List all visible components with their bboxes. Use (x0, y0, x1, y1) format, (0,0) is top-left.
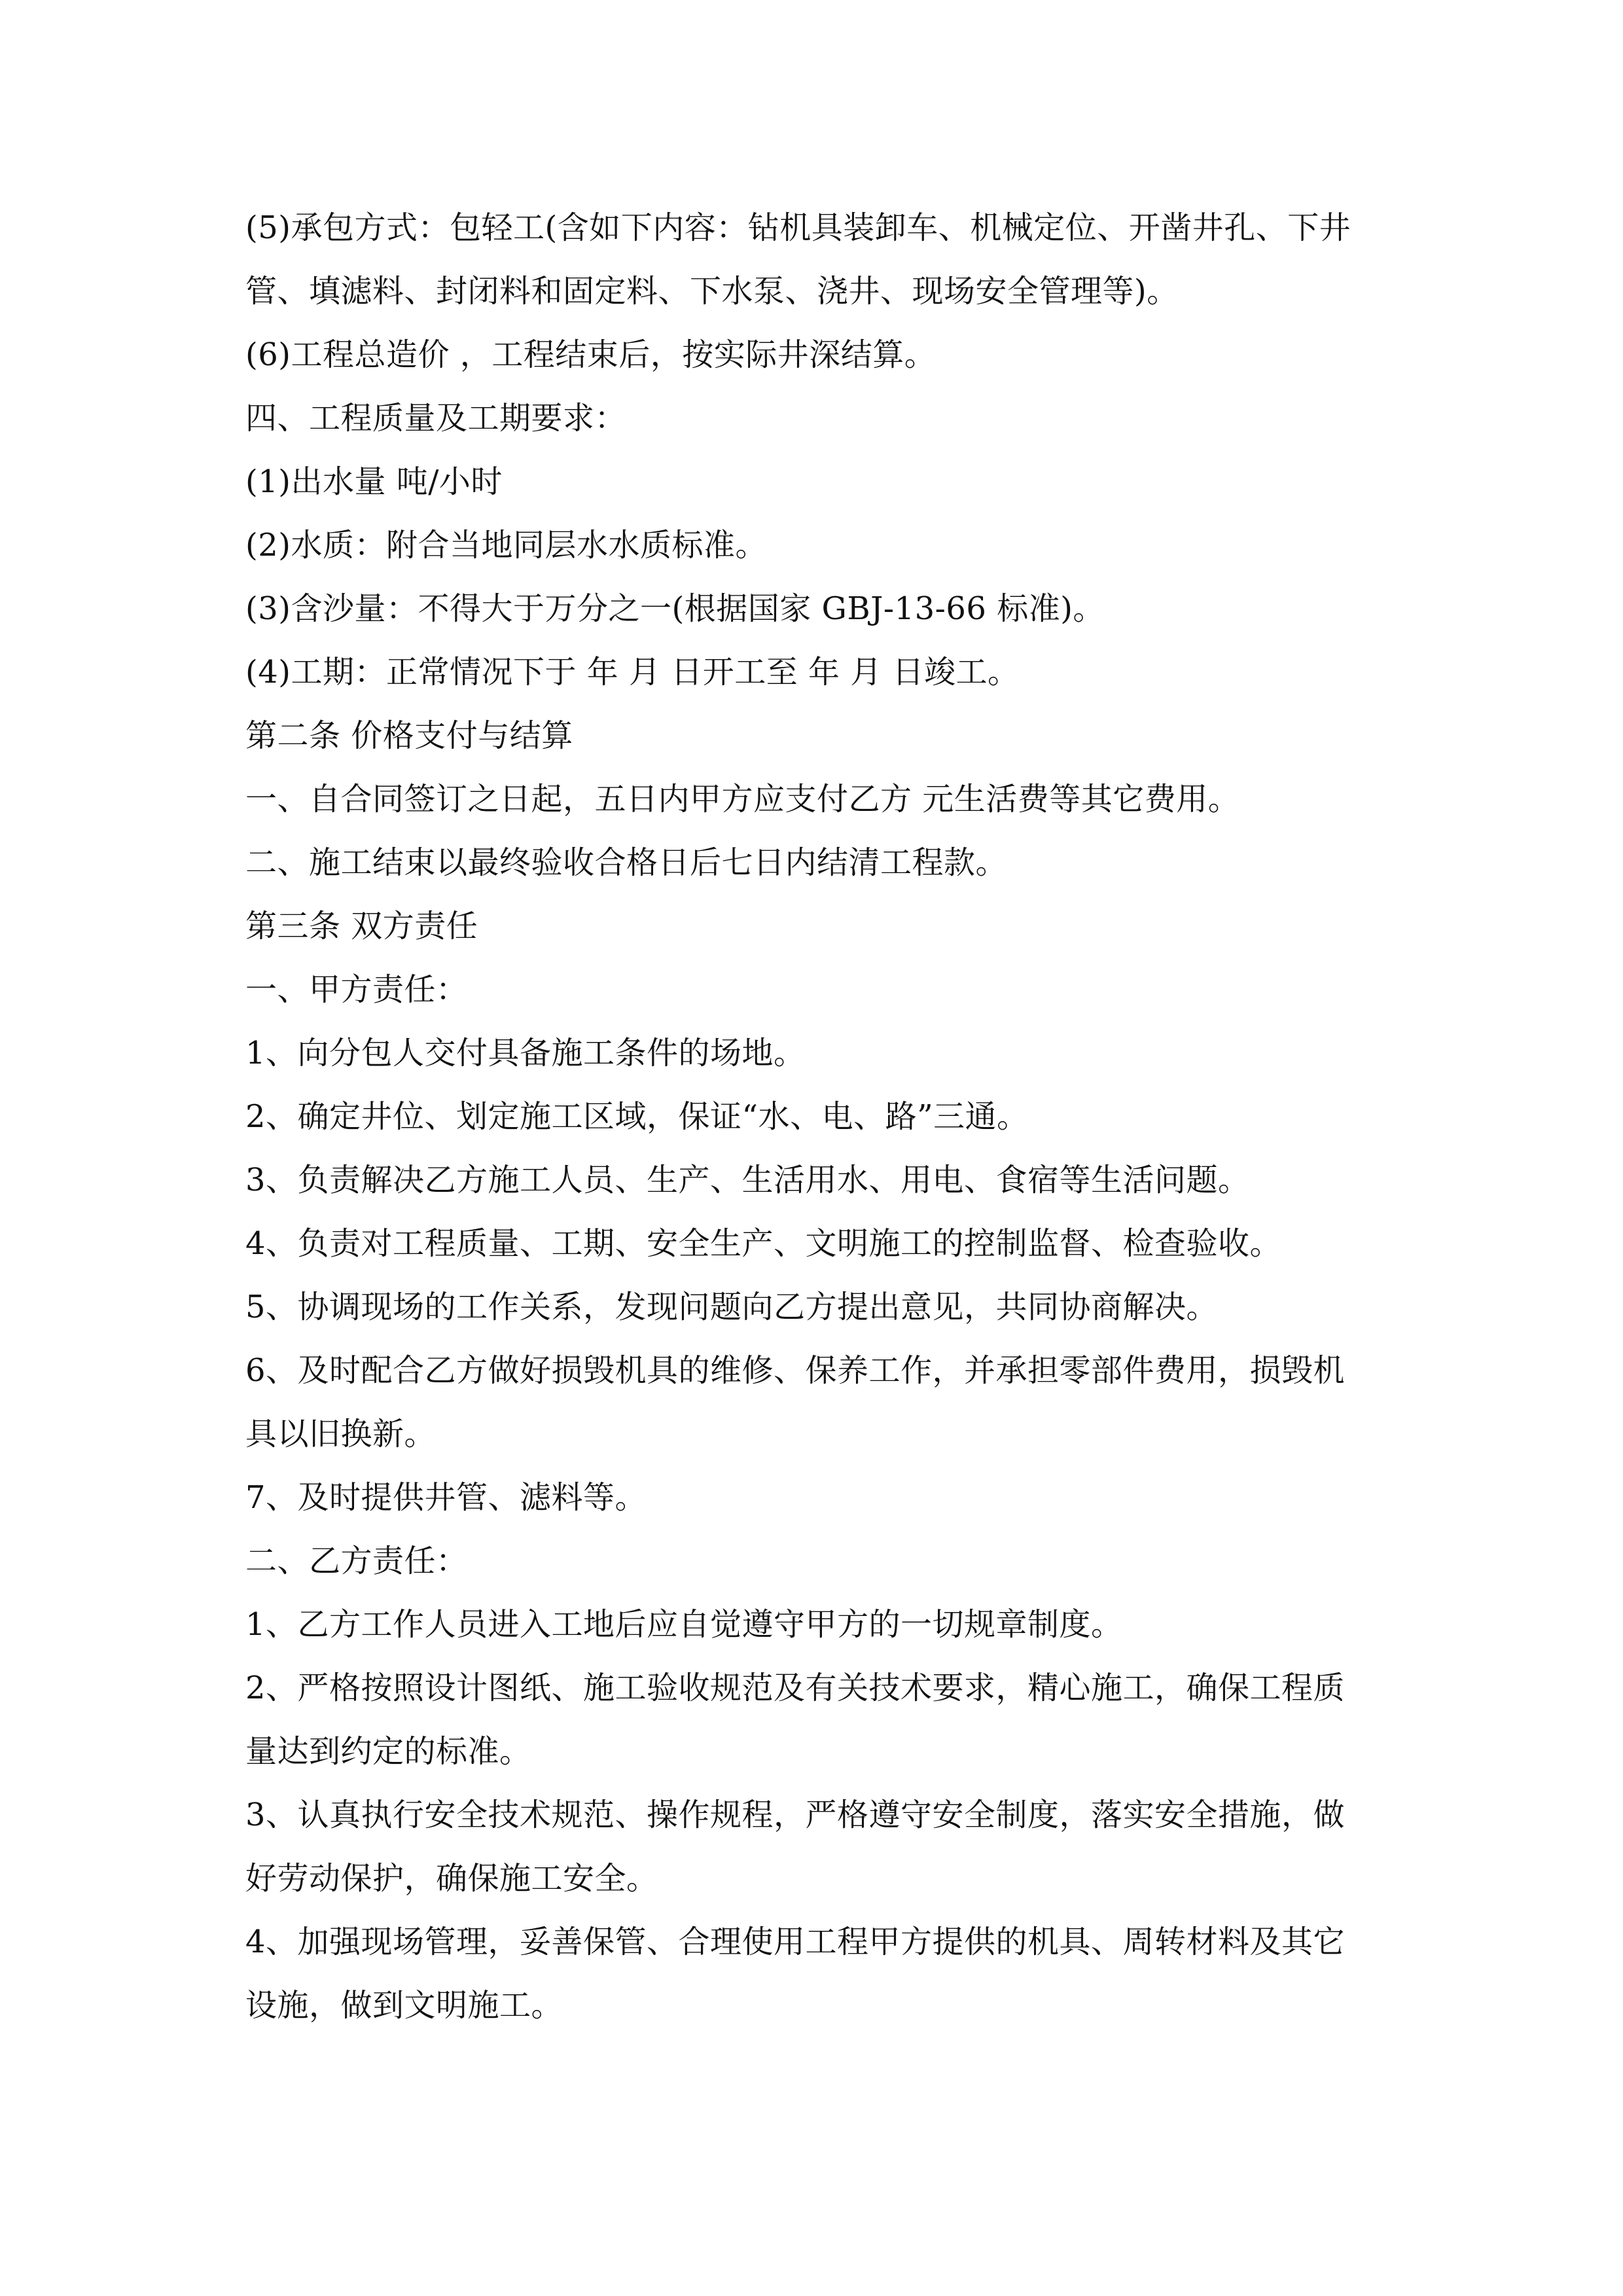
text-line: 管、填滤料、封闭料和固定料、下水泵、浇井、现场安全管理等)。 (245, 273, 1179, 310)
text-line: (2)水质：附合当地同层水水质标准。 (245, 527, 767, 564)
text-line: (1)出水量 吨/小时 (245, 463, 503, 500)
text-line: 3、负责解决乙方施工人员、生产、生活用水、用电、食宿等生活问题。 (245, 1162, 1250, 1198)
text-line: 一、自合同签订之日起，五日内甲方应支付乙方 元生活费等其它费用。 (245, 781, 1240, 817)
text-line: 4、加强现场管理，妥善保管、合理使用工程甲方提供的机具、周转材料及其它 (245, 1924, 1346, 1960)
text-line: 2、严格按照设计图纸、施工验收规范及有关技术要求，精心施工，确保工程质 (245, 1670, 1346, 1706)
text-line: 6、及时配合乙方做好损毁机具的维修、保养工作，并承担零部件费用，损毁机 (245, 1352, 1346, 1389)
text-line: 二、施工结束以最终验收合格日后七日内结清工程款。 (245, 844, 1008, 881)
text-line: 2、确定井位、划定施工区域，保证“水、电、路”三通。 (245, 1098, 1029, 1135)
text-line: 1、乙方工作人员进入工地后应自觉遵守甲方的一切规章制度。 (245, 1606, 1123, 1643)
contract-text (245, 196, 1384, 2037)
text-line: 7、及时提供井管、滤料等。 (245, 1479, 647, 1516)
text-line: (3)含沙量：不得大于万分之一(根据国家 GBJ-13-66 标准)。 (245, 590, 1105, 627)
text-line: 3、认真执行安全技术规范、操作规程，严格遵守安全制度，落实安全措施，做 (245, 1797, 1346, 1833)
text-line: 设施，做到文明施工。 (245, 1987, 563, 2024)
text-line: 4、负责对工程质量、工期、安全生产、文明施工的控制监督、检查验收。 (245, 1225, 1282, 1262)
text-line: 5、协调现场的工作关系，发现问题向乙方提出意见，共同协商解决。 (245, 1289, 1219, 1325)
text-line: 具以旧换新。 (245, 1416, 437, 1452)
text-line: (6)工程总造价 ，工程结束后，按实际井深结算。 (245, 336, 936, 373)
text-line: (5)承包方式：包轻工(含如下内容：钻机具装卸车、机械定位、开凿井孔、下井 (245, 209, 1351, 246)
article-heading: 第二条 价格支付与结算 (245, 717, 573, 754)
text-line: 1、向分包人交付具备施工条件的场地。 (245, 1035, 806, 1071)
text-line: 好劳动保护，确保施工安全。 (245, 1860, 658, 1897)
section-heading: 一、甲方责任： (245, 971, 468, 1008)
article-heading: 第三条 双方责任 (245, 908, 478, 944)
section-heading: 四、工程质量及工期要求： (245, 400, 627, 437)
text-line: (4)工期：正常情况下于 年 月 日开工至 年 月 日竣工。 (245, 654, 1020, 691)
text-line: 量达到约定的标准。 (245, 1733, 531, 1770)
section-heading: 二、乙方责任： (245, 1543, 468, 1579)
